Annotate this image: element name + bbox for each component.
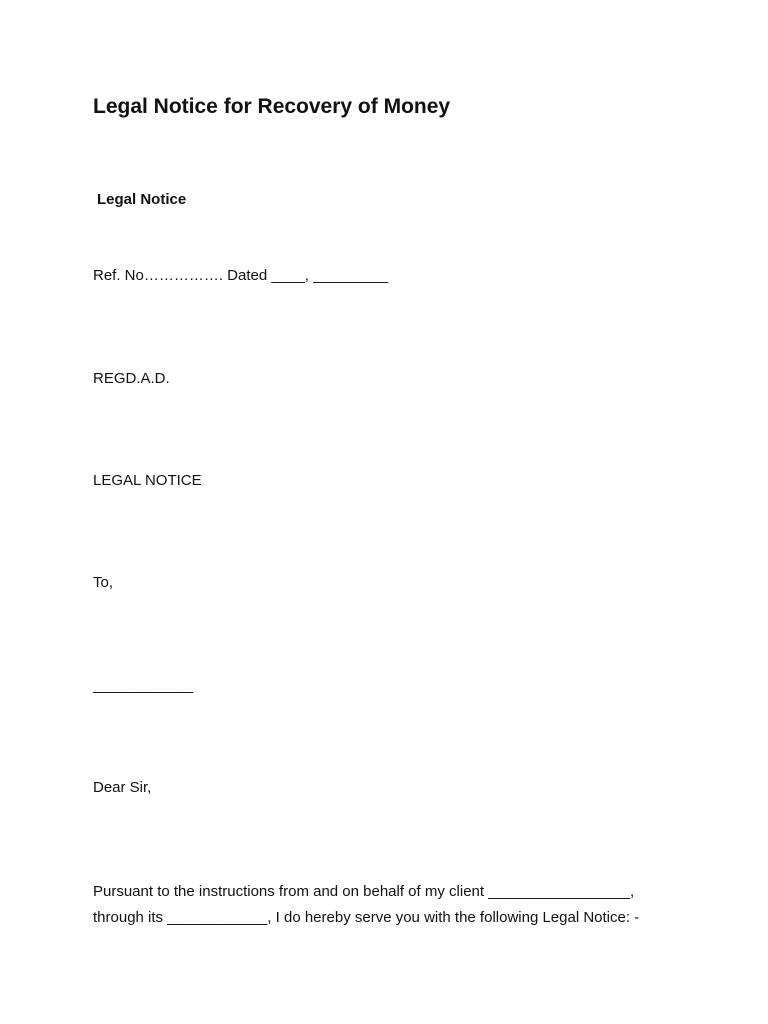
recipient-blank: ____________	[93, 677, 194, 694]
paragraph-line-1: Pursuant to the instructions from and on behalf of my client _________________,	[93, 883, 635, 900]
notice-subtitle: Legal Notice	[97, 191, 187, 208]
document-title: Legal Notice for Recovery of Money	[93, 95, 451, 118]
addressee-to: To,	[93, 574, 114, 591]
opening-paragraph	[93, 879, 683, 931]
paragraph-line-2: through its ____________, I do hereby serve you with the following Legal Notice: -	[93, 909, 640, 926]
registered-ad-line: REGD.A.D.	[93, 370, 170, 387]
salutation: Dear Sir,	[93, 779, 152, 796]
reference-line: Ref. No……………. Dated ____, _________	[93, 267, 389, 284]
legal-notice-heading: LEGAL NOTICE	[93, 472, 202, 489]
